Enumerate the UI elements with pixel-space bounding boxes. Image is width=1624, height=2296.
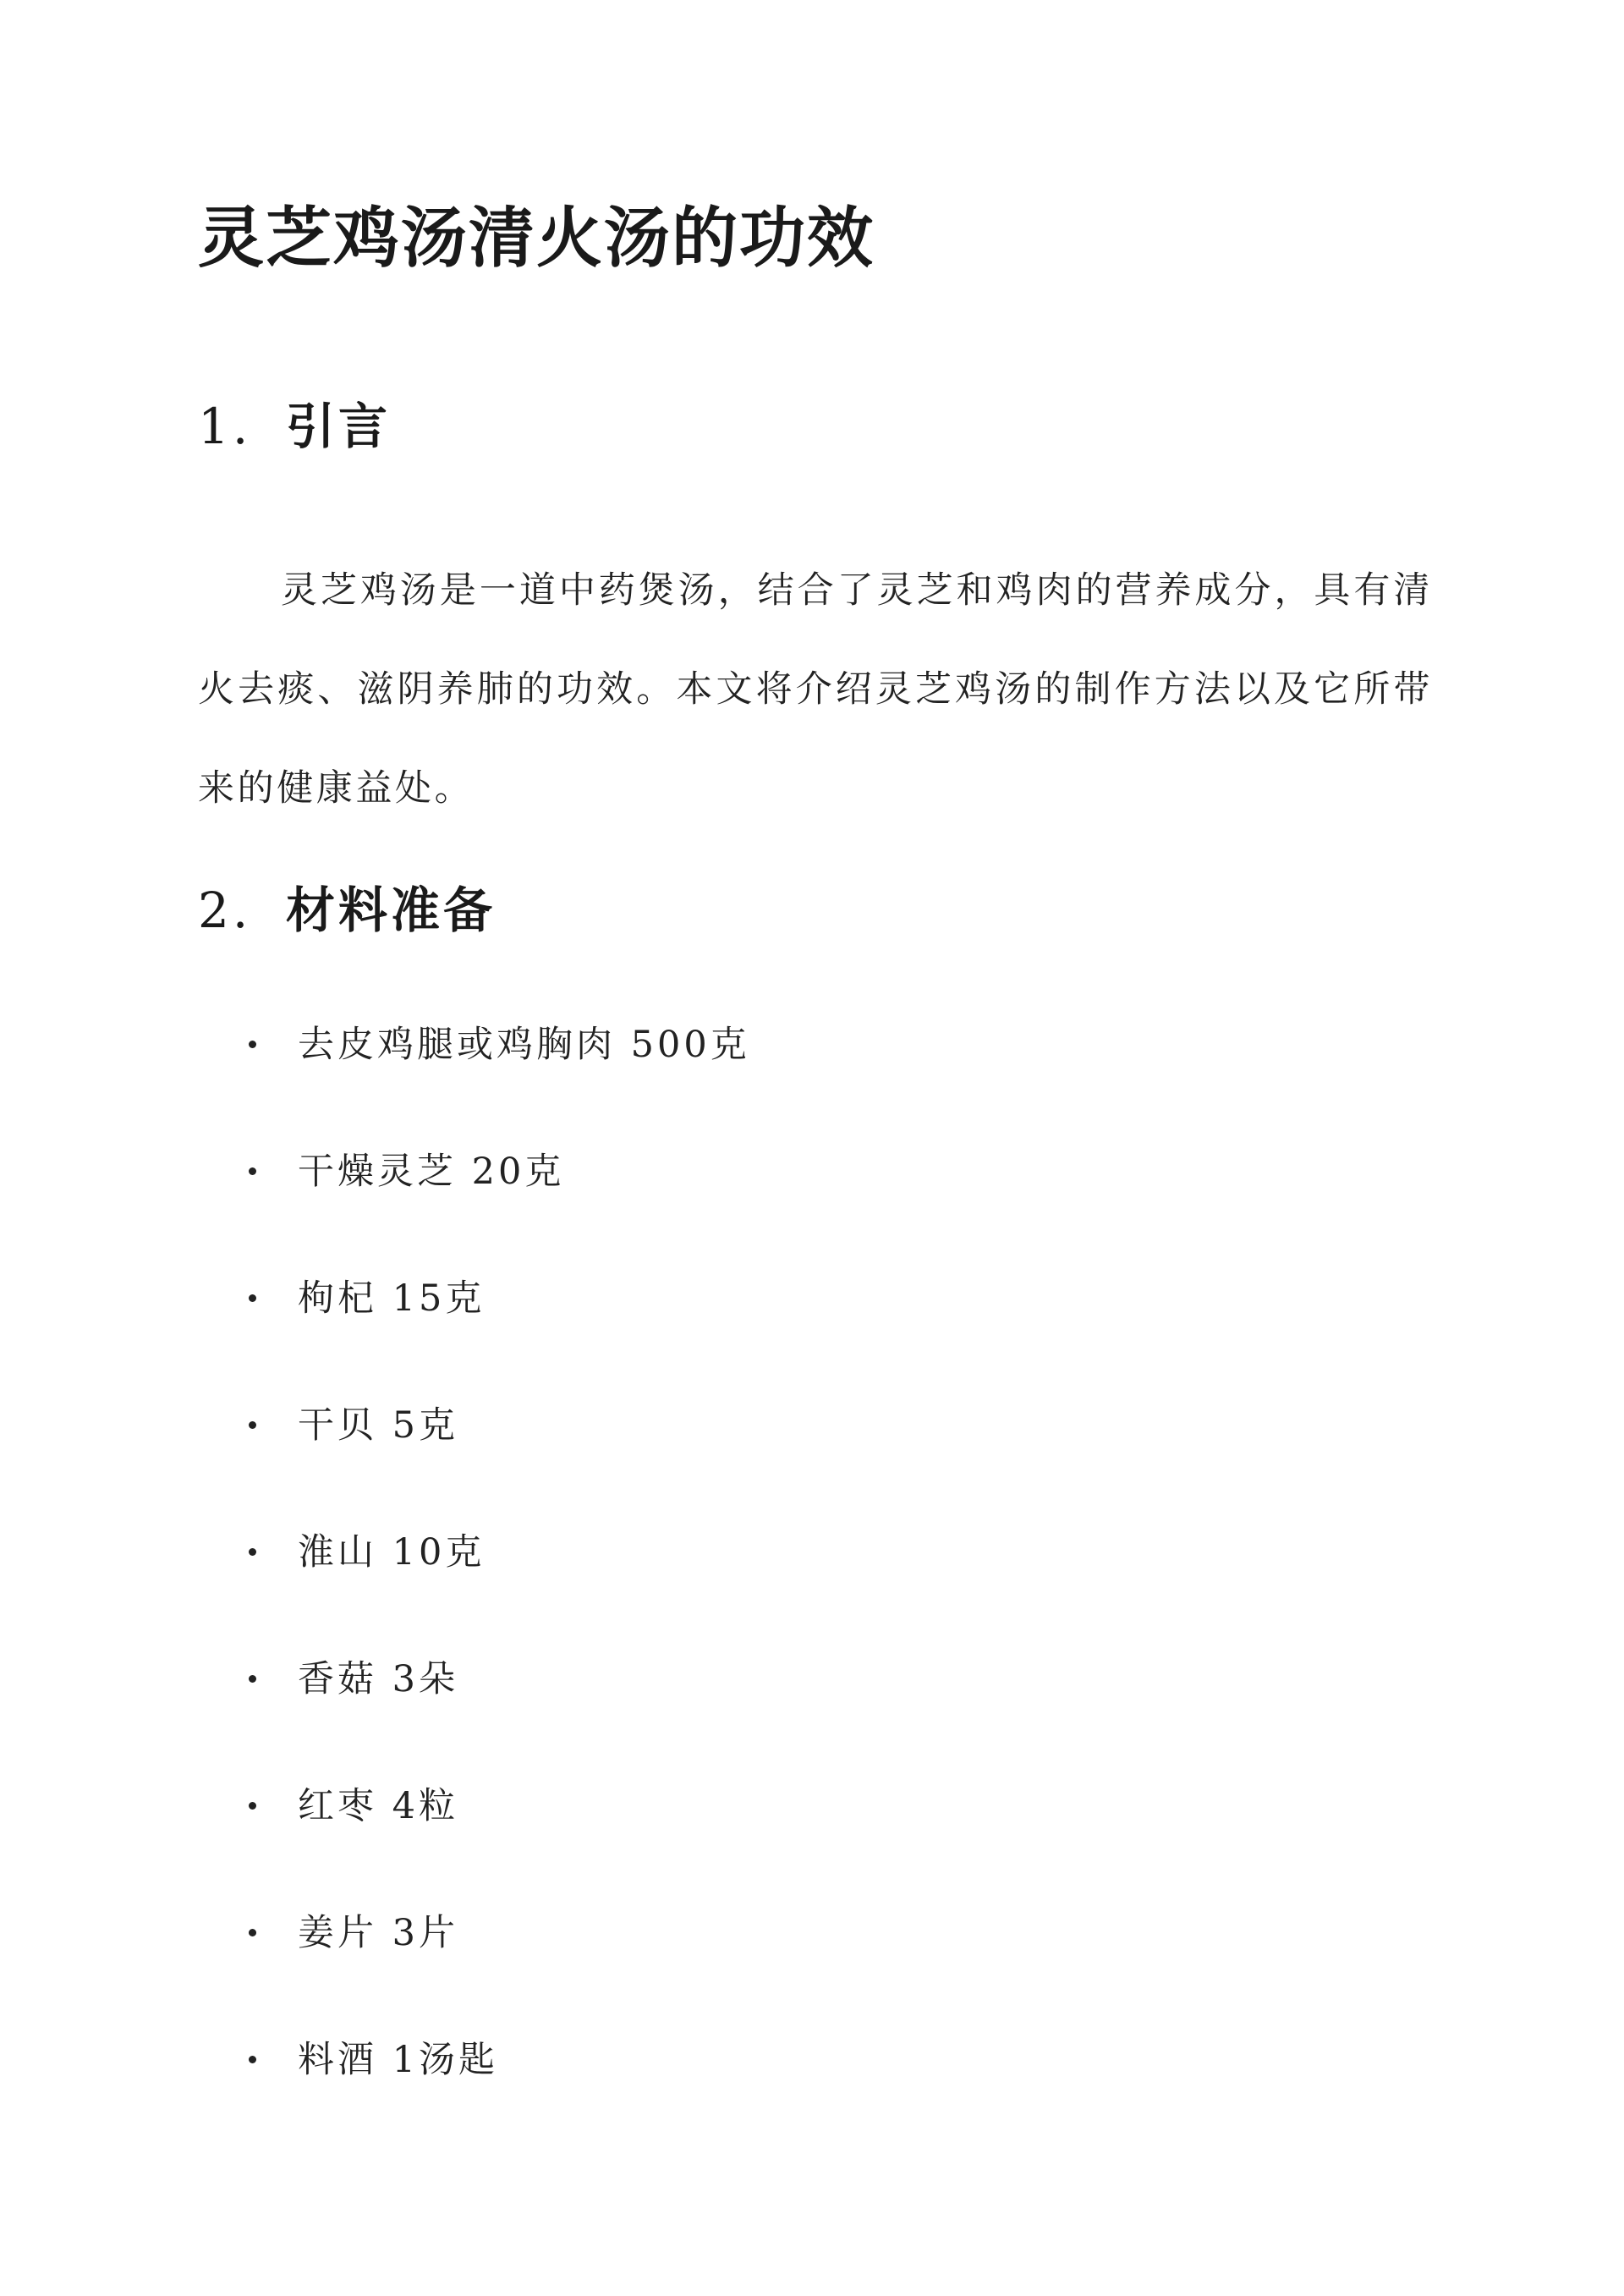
bullet-icon (249, 1294, 256, 1302)
ingredient-text: 干燥灵芝 20克 (298, 1151, 565, 1193)
section-number: 2. (198, 882, 252, 939)
section-heading-introduction (198, 393, 391, 460)
bullet-icon (249, 1041, 256, 1048)
ingredient-text: 姜片 3片 (298, 1912, 459, 1954)
ingredient-text: 去皮鸡腿或鸡胸肉 500克 (298, 1024, 750, 1066)
ingredient-text: 淮山 10克 (298, 1531, 486, 1574)
introduction-paragraph: 灵芝鸡汤是一道中药煲汤，结合了灵芝和鸡肉的营养成分，具有清火去痰、滋阴养肺的功效。本文将介绍灵芝鸡汤的制作方法以及它所带来的健康益处。 (198, 569, 1433, 810)
ingredient-text: 香菇 3朵 (298, 1658, 459, 1700)
bullet-icon (249, 1167, 256, 1175)
document-title: 灵芝鸡汤清火汤的功效 (198, 200, 875, 277)
section-heading-ingredients (198, 876, 496, 944)
ingredient-text: 枸杞 15克 (298, 1277, 486, 1320)
ingredient-text: 红枣 4粒 (298, 1785, 459, 1827)
bullet-icon (249, 2056, 256, 2063)
section-title: 引言 (286, 398, 392, 455)
ingredient-text: 料酒 1汤匙 (298, 2039, 499, 2081)
section-number: 1. (198, 398, 252, 455)
bullet-icon (249, 1675, 256, 1683)
bullet-icon (249, 1548, 256, 1556)
bullet-icon (249, 1802, 256, 1810)
bullet-icon (249, 1421, 256, 1429)
section-title: 材料准备 (286, 882, 497, 939)
ingredient-text: 干贝 5克 (298, 1404, 459, 1447)
bullet-icon (249, 1929, 256, 1936)
